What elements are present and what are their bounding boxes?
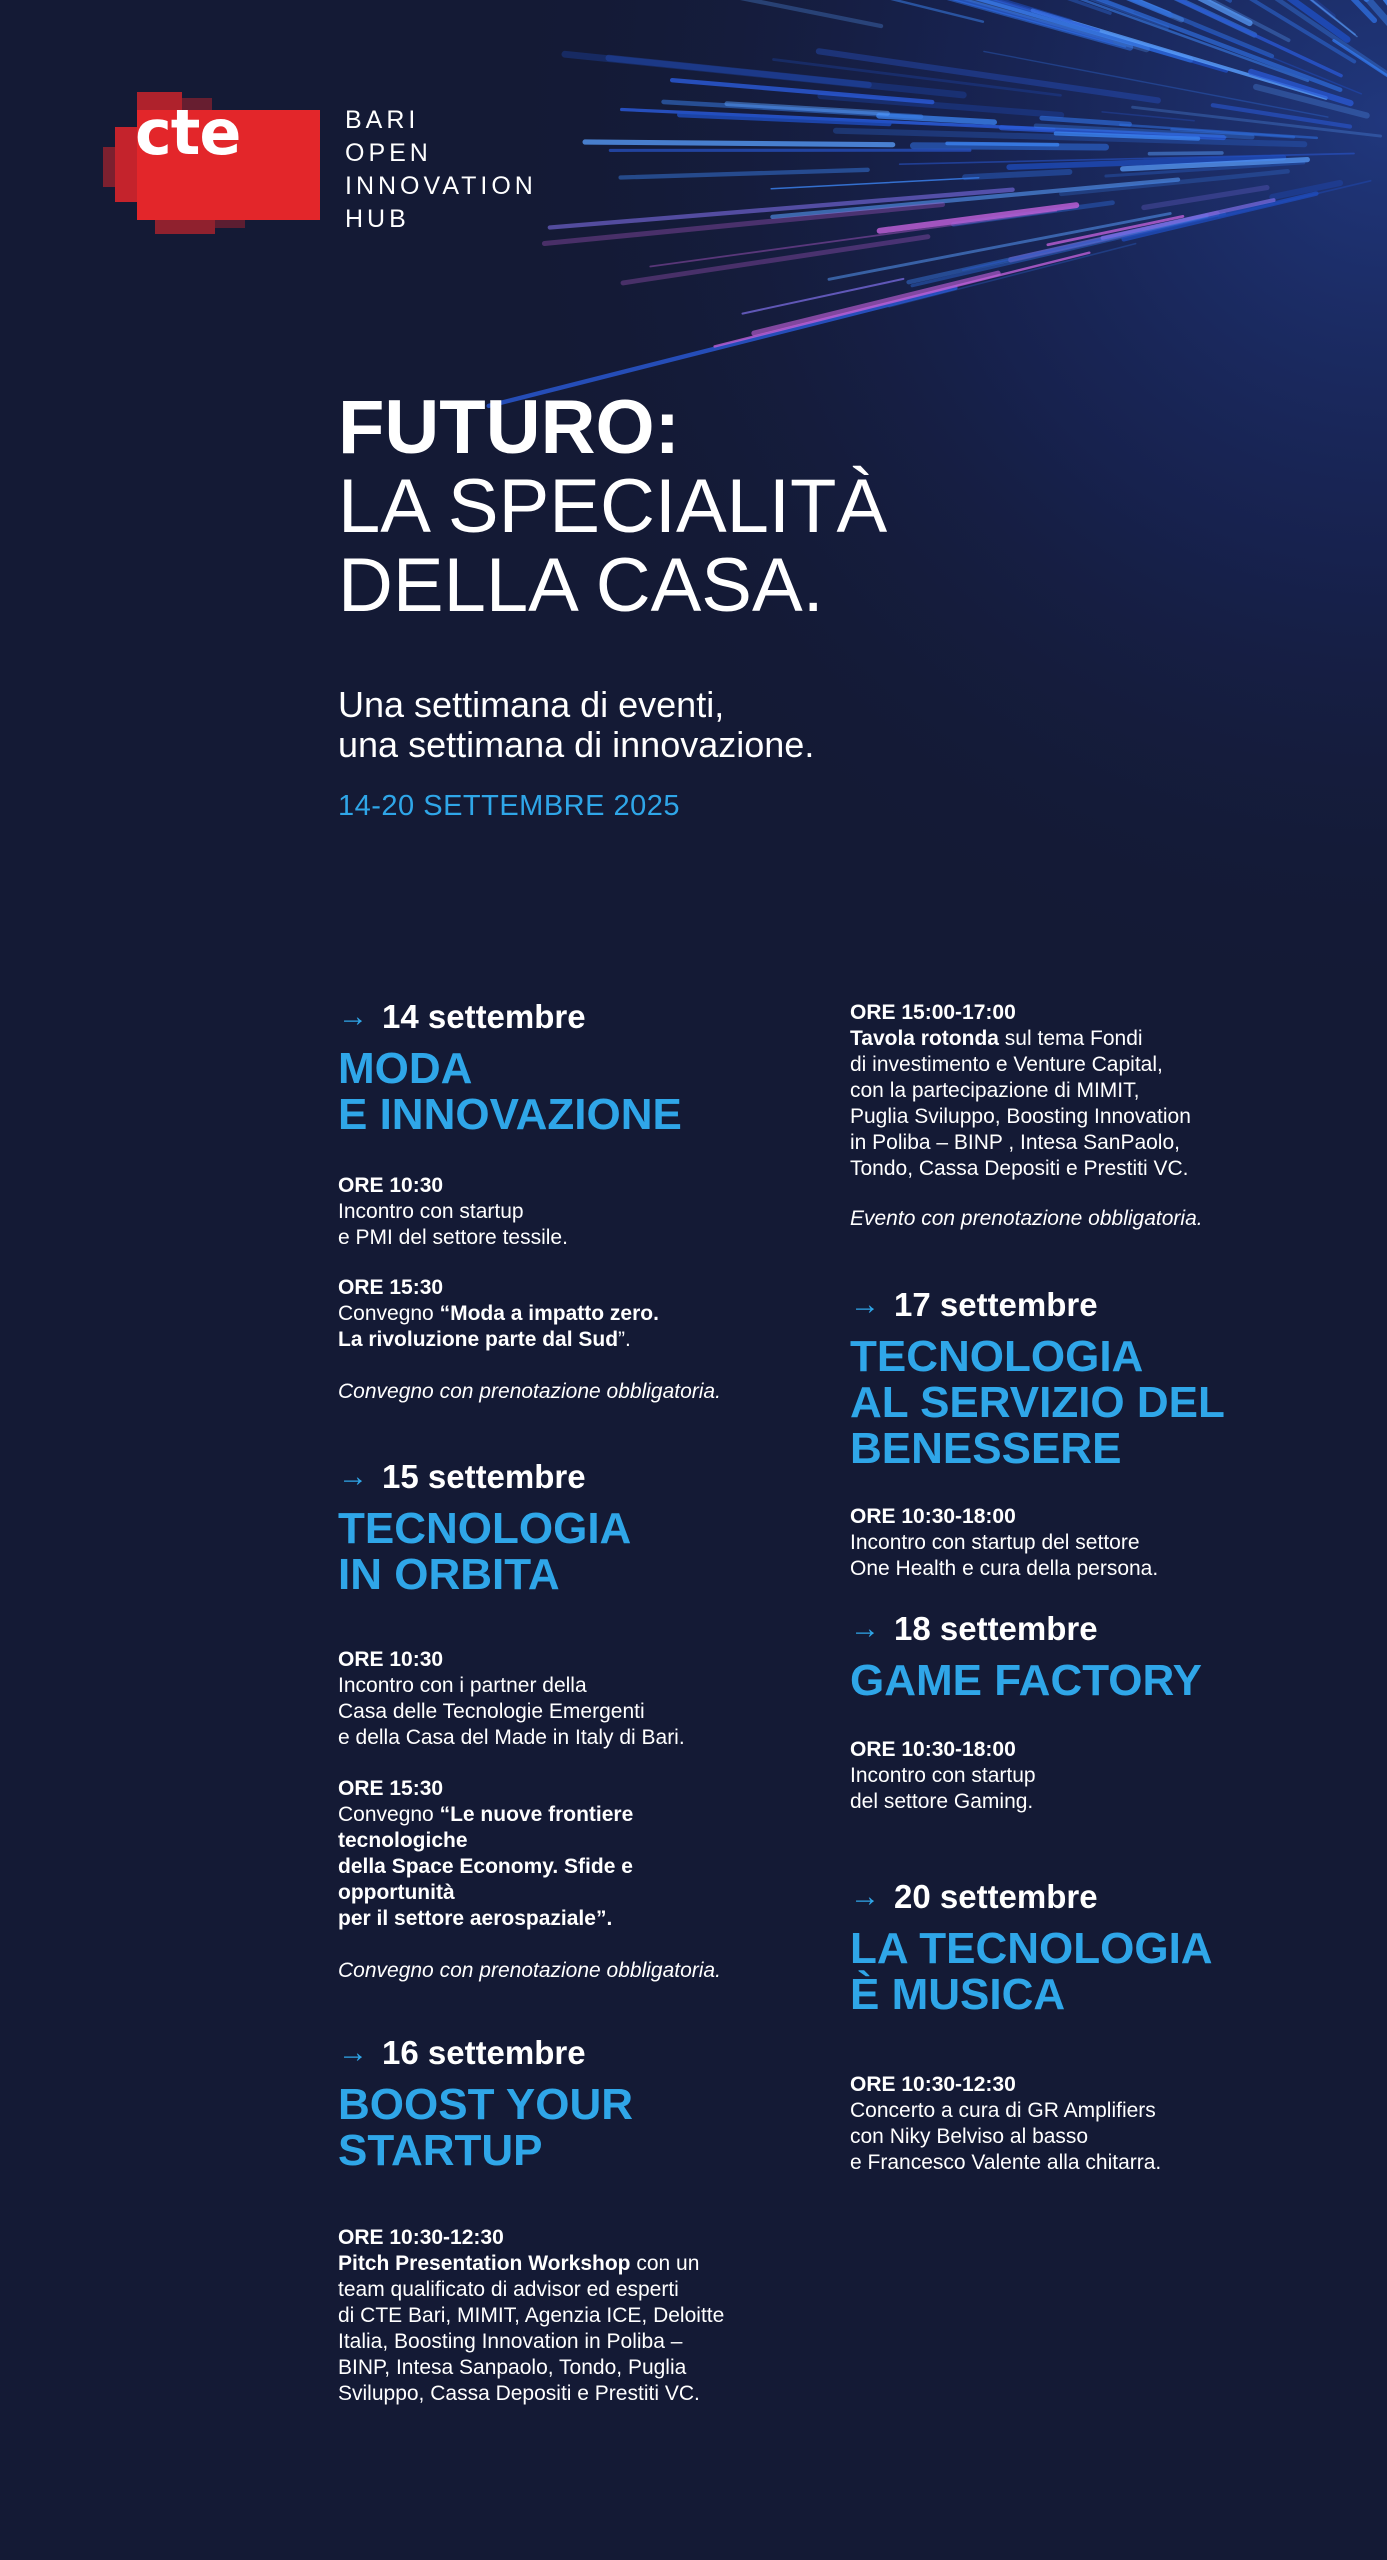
event-text	[338, 1301, 808, 1327]
text-part: ”.	[618, 1328, 631, 1351]
text-bold: La rivoluzione parte dal Sud	[338, 1328, 619, 1351]
event-time: ORE 10:30	[338, 1648, 444, 1671]
event-text	[850, 1026, 1360, 1052]
light-streak	[585, 142, 893, 145]
title-line: IN ORBITA	[338, 1550, 560, 1599]
day-14-event-1	[338, 1173, 808, 1251]
subtitle	[338, 685, 814, 765]
day-15-date: 15 settembre	[382, 1458, 586, 1495]
day-17-date: 17 settembre	[894, 1286, 1098, 1323]
event-time: ORE 10:30	[338, 1174, 444, 1197]
text-bold: “Moda a impatto zero.	[439, 1302, 659, 1325]
hub-line-3: INNOVATION	[345, 172, 537, 200]
headline	[338, 385, 888, 628]
title-line: E INNOVAZIONE	[338, 1090, 682, 1139]
title-line: BOOST YOUR	[338, 2080, 634, 2129]
text-part: Convegno	[338, 1803, 440, 1826]
day-15-section	[338, 1458, 808, 1598]
day-14-heading	[338, 998, 808, 1036]
day-17-title	[850, 1334, 1360, 1472]
title-line: LA TECNOLOGIA	[850, 1924, 1213, 1973]
event-time: ORE 10:30-18:00	[850, 1738, 1016, 1761]
event-text: di CTE Bari, MIMIT, Agenzia ICE, Deloitte	[338, 2304, 725, 2327]
light-streak	[947, 143, 1057, 144]
day-14-section	[338, 998, 808, 1138]
text-bold: Pitch Presentation Workshop	[338, 2252, 631, 2275]
text-bold: opportunità	[338, 1881, 455, 1904]
arrow-right-icon: →	[338, 2036, 368, 2069]
title-line: GAME FACTORY	[850, 1656, 1203, 1705]
event-text: e Francesco Valente alla chitarra.	[850, 2151, 1162, 2174]
event-time: ORE 10:30-12:30	[850, 2073, 1016, 2096]
event-text: del settore Gaming.	[850, 1790, 1034, 1813]
day-15-event-1	[338, 1647, 808, 1751]
headline-line-3: DELLA CASA.	[338, 543, 824, 628]
day-16-section	[338, 2034, 808, 2174]
title-line: BENESSERE	[850, 1424, 1122, 1473]
text-bold: “Le nuove frontiere	[439, 1803, 634, 1826]
event-time: ORE 15:30	[338, 1276, 444, 1299]
day-16-note: Evento con prenotazione obbligatoria.	[850, 1207, 1203, 1230]
day-14-note: Convegno con prenotazione obbligatoria.	[338, 1380, 721, 1403]
event-text	[338, 1854, 808, 1880]
title-line: MODA	[338, 1044, 473, 1093]
day-18-heading	[850, 1610, 1360, 1648]
event-text: BINP, Intesa Sanpaolo, Tondo, Puglia	[338, 2356, 687, 2379]
event-text	[338, 1906, 808, 1932]
event-text: e della Casa del Made in Italy di Bari.	[338, 1726, 685, 1749]
day-16-heading	[338, 2034, 808, 2072]
day-20-event-1	[850, 2072, 1360, 2176]
headline-line-2: LA SPECIALITÀ	[338, 464, 888, 549]
event-text	[338, 1880, 808, 1906]
arrow-right-icon: →	[338, 1000, 368, 1033]
event-time: ORE 10:30-12:30	[338, 2226, 504, 2249]
event-text	[338, 1327, 808, 1353]
event-text: team qualificato di advisor ed esperti	[338, 2278, 679, 2301]
day-20-title	[850, 1926, 1360, 2018]
subtitle-line-2: una settimana di innovazione.	[338, 724, 815, 765]
event-text: Incontro con startup del settore	[850, 1531, 1140, 1554]
text-part: Convegno	[338, 1302, 440, 1325]
event-text: con la partecipazione di MIMIT,	[850, 1079, 1140, 1102]
event-text	[338, 2251, 808, 2277]
day-17-heading	[850, 1286, 1360, 1324]
event-text: Concerto a cura di GR Amplifiers	[850, 2099, 1156, 2122]
text-bold: Tavola rotonda	[850, 1027, 999, 1050]
title-line: AL SERVIZIO DEL	[850, 1378, 1225, 1427]
day-20-date: 20 settembre	[894, 1878, 1098, 1915]
day-18-event-1	[850, 1737, 1360, 1815]
title-line: TECNOLOGIA	[850, 1332, 1144, 1381]
event-text: in Poliba – BINP , Intesa SanPaolo,	[850, 1131, 1180, 1154]
text-part: con un	[630, 2252, 700, 2275]
hub-line-2: OPEN	[345, 139, 432, 167]
event-text: Italia, Boosting Innovation in Poliba –	[338, 2330, 683, 2353]
day-17-event-1	[850, 1504, 1360, 1582]
event-text: Incontro con i partner della	[338, 1674, 587, 1697]
title-line: È MUSICA	[850, 1970, 1066, 2019]
day-14-event-2	[338, 1275, 808, 1353]
headline-line-1: FUTURO:	[338, 385, 680, 470]
event-time: ORE 15:00-17:00	[850, 1001, 1016, 1024]
day-15-heading	[338, 1458, 808, 1496]
event-text: di investimento e Venture Capital,	[850, 1053, 1163, 1076]
day-14-title	[338, 1046, 808, 1138]
title-line: STARTUP	[338, 2126, 543, 2175]
hub-name	[345, 104, 537, 236]
day-15-title	[338, 1506, 808, 1598]
light-streak	[1150, 153, 1222, 154]
arrow-right-icon: →	[850, 1288, 880, 1321]
arrow-right-icon: →	[850, 1612, 880, 1645]
hub-line-4: HUB	[345, 205, 410, 233]
day-16-date: 16 settembre	[382, 2034, 586, 2071]
event-time: ORE 15:30	[338, 1777, 444, 1800]
logo-wordmark: cte	[135, 96, 241, 169]
event-time: ORE 10:30-18:00	[850, 1505, 1016, 1528]
arrow-right-icon: →	[338, 1460, 368, 1493]
day-15-event-2	[338, 1776, 808, 1932]
arrow-right-icon: →	[850, 1880, 880, 1913]
event-text: e PMI del settore tessile.	[338, 1226, 568, 1249]
event-text: Incontro con startup	[850, 1764, 1036, 1787]
day-14-date: 14 settembre	[382, 998, 586, 1035]
event-text: Casa delle Tecnologie Emergenti	[338, 1700, 645, 1723]
title-line: TECNOLOGIA	[338, 1504, 632, 1553]
day-18-section	[850, 1610, 1360, 1704]
day-17-section	[850, 1286, 1360, 1472]
text-bold: per il settore aerospaziale”.	[338, 1907, 613, 1930]
event-text: Sviluppo, Cassa Depositi e Prestiti VC.	[338, 2382, 700, 2405]
day-18-date: 18 settembre	[894, 1610, 1098, 1647]
event-text: Incontro con startup	[338, 1200, 524, 1223]
day-16-event-2	[850, 1000, 1360, 1182]
day-18-title	[850, 1658, 1360, 1704]
event-text: Puglia Sviluppo, Boosting Innovation	[850, 1105, 1191, 1128]
hub-line-1: BARI	[345, 106, 420, 134]
subtitle-line-1: Una settimana di eventi,	[338, 684, 725, 725]
text-bold: della Space Economy. Sfide e	[338, 1855, 633, 1878]
day-20-section	[850, 1878, 1360, 2018]
text-bold: tecnologiche	[338, 1829, 468, 1852]
day-20-heading	[850, 1878, 1360, 1916]
event-dates: 14-20 SETTEMBRE 2025	[338, 790, 681, 822]
event-text: Tondo, Cassa Depositi e Prestiti VC.	[850, 1157, 1189, 1180]
event-text: con Niky Belviso al basso	[850, 2125, 1089, 2148]
event-text	[338, 1802, 808, 1828]
text-part: sul tema Fondi	[998, 1027, 1143, 1050]
event-text: One Health e cura della persona.	[850, 1557, 1159, 1580]
event-text	[338, 1828, 808, 1854]
day-16-event-1	[338, 2225, 808, 2407]
day-16-title	[338, 2082, 808, 2174]
day-15-note: Convegno con prenotazione obbligatoria.	[338, 1959, 721, 1982]
